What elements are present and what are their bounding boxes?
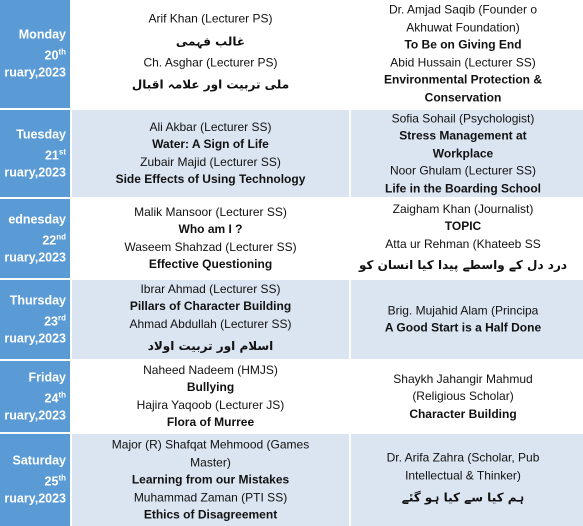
day-cell-friday [0, 361, 70, 432]
speaker-name: Major (R) Shafqat Mehmood (Games [111, 437, 310, 452]
day-name: Saturday [12, 453, 66, 468]
day-date: 23rd [44, 312, 66, 329]
day-cell-tuesday [0, 110, 70, 197]
day-name: Thursday [9, 292, 66, 307]
column-divider [70, 0, 72, 526]
topic-title: Pillars of Character Building [129, 298, 292, 313]
day-name: ednesday [8, 211, 66, 226]
day-month: ruary,2023 [4, 165, 66, 180]
session-cell-2 [343, 434, 583, 526]
day-date: 25th [44, 473, 66, 489]
speaker-name: Dr. Amjad Saqib (Founder o [388, 2, 538, 17]
speaker-name: Ch. Asghar (Lecturer PS) [143, 55, 278, 69]
speaker-name: Atta ur Rehman (Khateeb SS [385, 236, 541, 251]
day-name: Friday [28, 369, 66, 384]
topic-title: Side Effects of Using Technology [115, 172, 306, 186]
day-cell-monday [0, 0, 70, 108]
session-cell-2 [343, 280, 583, 359]
speaker-org: (Religious Scholar) [412, 388, 514, 403]
speaker-name: Ahmad Abdullah (Lecturer SS) [129, 316, 292, 331]
session-cell-2 [343, 110, 583, 197]
topic-title: Stress Management at [399, 128, 527, 143]
session-cell-1 [72, 0, 349, 108]
speaker-name: Sofia Sohail (Psychologist) [391, 110, 535, 125]
topic-title: A Good Start is a Half Done [384, 320, 542, 335]
row-divider [0, 197, 526, 199]
session-cell-1 [72, 280, 349, 359]
speaker-name: Ibrar Ahmad (Lecturer SS) [140, 281, 281, 296]
topic-title: Ethics of Disagreement [143, 507, 278, 522]
speaker-name: Abid Hussain (Lecturer SS) [390, 55, 536, 69]
speaker-name: Master) [190, 454, 231, 469]
session-cell-1 [72, 110, 349, 197]
day-name: Tuesday [16, 126, 66, 141]
speaker-name: Naheed Nadeem (HMJS) [143, 362, 278, 377]
speaker-org: Akhuwat Foundation) [406, 20, 520, 34]
day-month: ruary,2023 [4, 408, 66, 423]
speaker-name: Shaykh Jahangir Mahmud [393, 371, 533, 386]
day-month: ruary,2023 [4, 491, 66, 506]
session-cell-1 [72, 199, 349, 278]
row-divider [0, 108, 526, 110]
session-cell-1 [72, 434, 349, 526]
session-cell-2 [343, 199, 583, 278]
day-month: ruary,2023 [4, 250, 66, 265]
topic-title: Flora of Murree [166, 415, 255, 429]
topic-title: Effective Questioning [148, 257, 273, 271]
speaker-name: Brig. Mujahid Alam (Principa [387, 303, 539, 317]
topic-title: Conservation [424, 90, 502, 104]
speaker-org: Intellectual & Thinker) [405, 468, 521, 482]
speaker-name: Malik Mansoor (Lecturer SS) [134, 204, 287, 219]
day-date: 21st [44, 146, 66, 163]
row-divider [0, 432, 526, 434]
topic-urdu: غالب فہمی [175, 34, 246, 48]
day-cell-thursday [0, 280, 70, 359]
day-month: ruary,2023 [4, 331, 66, 346]
day-cell-wednesday [0, 199, 70, 278]
speaker-name: Waseem Shahzad (Lecturer SS) [124, 239, 297, 254]
speaker-name: Arif Khan (Lecturer PS) [148, 11, 273, 26]
speaker-name: Zaigham Khan (Journalist) [392, 201, 534, 216]
day-date: 24th [44, 389, 66, 406]
topic-title: Life in the Boarding School [385, 180, 541, 195]
speaker-name: Dr. Arifa Zahra (Scholar, Pub [386, 450, 540, 465]
column-divider [349, 0, 351, 526]
topic-title: Character Building [409, 406, 517, 421]
day-cell-saturday [0, 434, 70, 526]
topic-title: To Be on Giving End [404, 37, 522, 52]
row-divider [0, 278, 526, 280]
topic-urdu: ہم کیا سے کیا ہو گئے [401, 490, 525, 505]
topic-title: Bullying [186, 380, 235, 394]
speaker-name: Zubair Majid (Lecturer SS) [140, 154, 281, 169]
topic-title: Learning from our Mistakes [131, 472, 290, 487]
topic-title: Environmental Protection & [383, 72, 543, 87]
session-cell-2 [343, 0, 583, 108]
session-cell-2 [343, 361, 583, 432]
speaker-name: Noor Ghulam (Lecturer SS) [389, 163, 537, 178]
day-date: 20th [44, 47, 66, 63]
topic-urdu: اسلام اور تربیت اولاد [147, 338, 274, 353]
speaker-name: Ali Akbar (Lecturer SS) [149, 119, 272, 134]
topic-title: TOPIC [444, 218, 482, 233]
speaker-name: Hajira Yaqoob (Lecturer JS) [136, 397, 285, 412]
topic-title: Workplace [432, 145, 494, 160]
day-month: ruary,2023 [4, 65, 66, 80]
session-cell-1 [72, 361, 349, 432]
speaker-name: Muhammad Zaman (PTI SS) [133, 489, 288, 504]
topic-urdu: ملی تربیت اور علامہ اقبال [131, 77, 290, 92]
topic-title: Water: A Sign of Life [152, 137, 269, 151]
topic-urdu: درد دل کے واسطے پیدا کیا انسان کو [358, 257, 568, 272]
day-date: 22nd [42, 231, 66, 248]
topic-title: Who am I ? [178, 222, 243, 236]
row-divider [0, 359, 526, 361]
day-name: Monday [18, 27, 66, 42]
